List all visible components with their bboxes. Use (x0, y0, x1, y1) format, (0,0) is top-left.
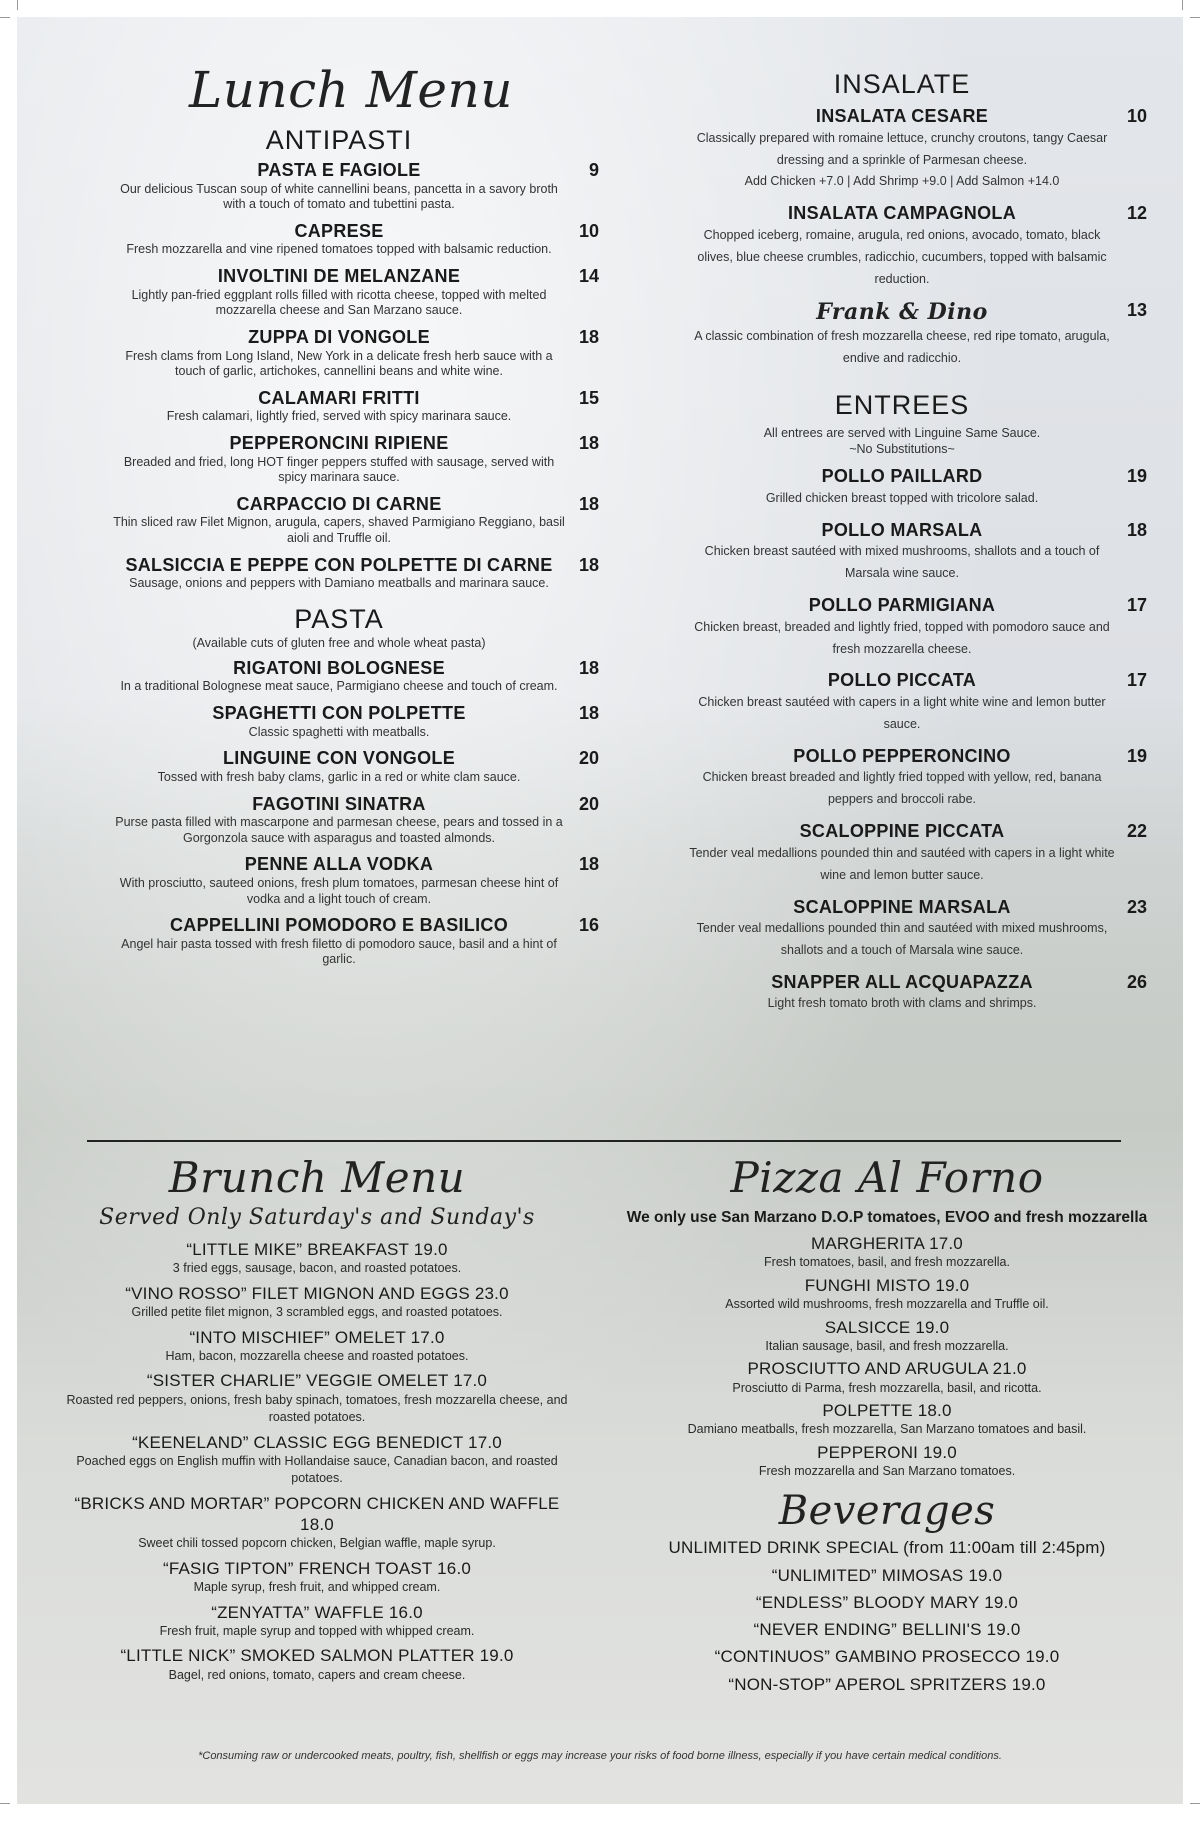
item-description: Fresh fruit, maple syrup and topped with whipped cream. (159, 1623, 475, 1638)
item-description: Poached eggs on English muffin with Hollandaise sauce, Canadian bacon, and roasted potatoes. (76, 1453, 558, 1486)
unlimited-drink-special: UNLIMITED DRINK SPECIAL (from 11:00am till 2:45pm) (668, 1537, 1106, 1557)
beverages-list (617, 1562, 1157, 1698)
item-description: Purse pasta filled with mascarpone and parmesan cheese, pears and tossed in a Gorgonzola sauce with asparagus and toasted almonds. (115, 815, 563, 845)
item-price: 18 (578, 657, 599, 678)
item-name: “INTO MISCHIEF” OMELET 17.0 (189, 1327, 445, 1347)
lunch-left-column (79, 61, 599, 976)
entrees-heading: ENTREES (834, 389, 970, 420)
menu-item (79, 266, 599, 319)
item-description: Ham, bacon, mozzarella cheese and roasted potatoes. (165, 1348, 469, 1363)
item-description: Fresh mozzarella and San Marzano tomatoes. (758, 1464, 1016, 1478)
menu-item (57, 1370, 577, 1426)
item-description: Fresh clams from Long Island, New York in a delicate fresh herb sauce with a touch of garlic, artichokes, cannellini beans and white wine. (125, 348, 553, 379)
item-description: Bagel, red onions, tomato, capers and cream cheese. (168, 1667, 466, 1682)
menu-item (57, 1602, 577, 1641)
lunch-menu-title: Lunch Menu (189, 61, 513, 119)
item-description: Fresh mozzarella and vine ripened tomatoes topped with balsamic reduction. (126, 242, 552, 257)
item-description: Chicken breast, breaded and lightly fried, topped with pomodoro sauce and fresh mozzarella cheese. (694, 619, 1110, 656)
item-description: Prosciutto di Parma, fresh mozzarella, basil, and ricotta. (732, 1380, 1042, 1395)
menu-item (657, 972, 1147, 1015)
item-name: POLLO PEPPERONCINO (793, 745, 1011, 766)
item-price: 13 (1126, 300, 1147, 321)
item-description: Chicken breast sautéed with mixed mushrooms, shallots and a touch of Marsala wine sauce. (704, 544, 1100, 581)
item-description: Angel hair pasta tossed with fresh filetto di pomodoro sauce, basil and a hint of garlic. (121, 936, 557, 967)
item-description: Chicken breast sautéed with capers in a light white wine and lemon butter sauce. (698, 695, 1106, 731)
item-name: “KEENELAND” CLASSIC EGG BENEDICT 17.0 (132, 1432, 502, 1452)
item-price: 16 (578, 915, 599, 936)
item-price: 19 (1126, 745, 1147, 766)
item-name: POLLO PICCATA (827, 670, 977, 691)
item-description: Light fresh tomato broth with clams and shrimps. (767, 996, 1037, 1011)
pasta-note: (Available cuts of gluten free and whole wheat pasta) (192, 635, 486, 650)
item-description: Grilled petite filet mignon, 3 scrambled eggs, and roasted potatoes. (131, 1305, 503, 1319)
item-name: CARPACCIO DI CARNE (236, 493, 442, 514)
item-name: POLLO PARMIGIANA (808, 595, 996, 616)
beverage-item: “UNLIMITED” MIMOSAS 19.0 (771, 1565, 1003, 1585)
item-description: 3 fried eggs, sausage, bacon, and roasted potatoes. (172, 1261, 462, 1276)
menu-item (79, 494, 599, 547)
item-name: “SISTER CHARLIE” VEGGIE OMELET 17.0 (146, 1371, 488, 1391)
item-name: CALAMARI FRITTI (258, 387, 420, 408)
beverage-item: “NEVER ENDING” BELLINI'S 19.0 (753, 1620, 1021, 1640)
item-name: SCALOPPINE MARSALA (793, 896, 1011, 917)
item-price: 15 (578, 387, 599, 408)
item-description: Classically prepared with romaine lettuce, crunchy croutons, tangy Caesar dressing and a sprinkle of Parmesan cheese. (696, 130, 1108, 167)
item-description: Italian sausage, basil, and fresh mozzarella. (765, 1338, 1009, 1353)
section-divider (87, 1140, 1121, 1142)
menu-item (617, 1233, 1157, 1272)
menu-item (79, 658, 599, 695)
menu-item (79, 433, 599, 486)
item-name: PASTA E FAGIOLE (257, 160, 421, 181)
antipasti-heading: ANTIPASTI (265, 125, 413, 155)
brunch-subtitle: Served Only Saturday's and Sunday's (99, 1205, 535, 1230)
item-description: A classic combination of fresh mozzarella cheese, red ripe tomato, arugula, endive and radicchio. (694, 328, 1110, 365)
item-description: With prosciutto, sauteed onions, fresh plum tomatoes, parmesan cheese hint of vodka and a light touch of cream. (119, 875, 559, 906)
lunch-right-column (657, 69, 1147, 1025)
beverage-item: “NON-STOP” APEROL SPRITZERS 19.0 (728, 1674, 1046, 1694)
item-name: INSALATA CESARE (815, 106, 989, 127)
item-name: POLLO PAILLARD (821, 466, 983, 487)
brunch-column (57, 1153, 577, 1689)
item-description: In a traditional Bolognese meat sauce, Parmigiano cheese and touch of cream. (120, 679, 558, 694)
item-description: Roasted red peppers, onions, fresh baby spinach, tomatoes, fresh mozzarella cheese, and roasted potatoes. (66, 1392, 568, 1424)
item-name: PEPPERONCINI RIPIENE (229, 433, 449, 454)
item-name: SALSICCIA E PEPPE CON POLPETTE DI CARNE (125, 554, 553, 575)
menu-item (617, 1317, 1157, 1356)
item-description: Fresh tomatoes, basil, and fresh mozzarella. (764, 1255, 1010, 1270)
menu-item (79, 794, 599, 847)
item-description: Fresh calamari, lightly fried, served with spicy marinara sauce. (166, 409, 512, 424)
item-price: 19 (1126, 466, 1147, 487)
item-price: 10 (578, 220, 599, 241)
item-name: “LITTLE MIKE” BREAKFAST 19.0 (186, 1240, 448, 1259)
item-price: 23 (1126, 896, 1147, 917)
item-description: Tender veal medallions pounded thin and sautéed with capers in a light white wine and lemon butter sauce. (689, 845, 1115, 882)
item-description: Grilled chicken breast topped with tricolore salad. (765, 490, 1039, 505)
menu-item (79, 915, 599, 968)
menu-item (57, 1558, 577, 1597)
item-description: Classic spaghetti with meatballs. (248, 724, 430, 739)
item-name: POLLO MARSALA (821, 519, 983, 540)
brunch-list (57, 1239, 577, 1684)
item-name: LINGUINE CON VONGOLE (222, 748, 455, 769)
item-price: 18 (578, 703, 599, 724)
item-description: Thin sliced raw Filet Mignon, arugula, capers, shaved Parmigiano Reggiano, basil aioli and Truffle oil. (113, 515, 565, 546)
menu-item (57, 1493, 577, 1553)
menu-sheet (17, 17, 1183, 1804)
pizza-subtitle: We only use San Marzano D.O.P tomatoes, EVOO and fresh mozzarella (626, 1209, 1148, 1226)
item-description: Sweet chili tossed popcorn chicken, Belgian waffle, maple syrup. (138, 1536, 496, 1551)
menu-item (657, 203, 1147, 290)
item-description: Assorted wild mushrooms, fresh mozzarella and Truffle oil. (725, 1297, 1049, 1311)
entrees-no-substitutions: ~No Substitutions~ (849, 442, 955, 457)
menu-item (79, 703, 599, 740)
item-description: Tossed with fresh baby clams, garlic in a red or white clam sauce. (157, 769, 521, 784)
item-name: INSALATA CAMPAGNOLA (787, 203, 1016, 224)
menu-item (57, 1645, 577, 1684)
pasta-list (79, 658, 599, 968)
brunch-menu-title: Brunch Menu (168, 1153, 466, 1202)
item-name: MARGHERITA 17.0 (811, 1234, 963, 1253)
crop-mark (0, 1803, 10, 1804)
menu-item (617, 1442, 1157, 1481)
pizza-title: Pizza Al Forno (730, 1153, 1044, 1202)
item-price: 17 (1126, 670, 1147, 691)
crop-mark (1190, 17, 1200, 18)
item-price: 26 (1126, 971, 1147, 992)
item-name: SALSICCE 19.0 (824, 1317, 950, 1337)
item-name: INVOLTINI DE MELANZANE (217, 266, 461, 287)
insalate-heading: INSALATE (833, 69, 971, 99)
menu-item (657, 670, 1147, 735)
item-name: PEPPERONI 19.0 (817, 1442, 957, 1462)
menu-item (657, 520, 1147, 585)
item-name: RIGATONI BOLOGNESE (233, 657, 445, 678)
insalate-list (657, 106, 1147, 369)
menu-item (79, 160, 599, 213)
menu-item (79, 555, 599, 592)
item-name: FUNGHI MISTO 19.0 (804, 1275, 970, 1295)
menu-item (57, 1239, 577, 1278)
entrees-list (657, 466, 1147, 1015)
item-price: 20 (578, 793, 599, 814)
item-description: Chicken breast breaded and lightly fried topped with yellow, red, banana peppers and broccoli rabe. (702, 770, 1102, 807)
health-disclaimer: *Consuming raw or undercooked meats, poultry, fish, shellfish or eggs may increase your risks of food borne illness, especially if you have certain medical conditions. (198, 1750, 1002, 1762)
item-description: Lightly pan-fried eggplant rolls filled with ricotta cheese, topped with melted mozzarella cheese and San Marzano sauce. (131, 287, 547, 318)
item-name: PROSCIUTTO AND ARUGULA 21.0 (747, 1359, 1027, 1379)
item-price: 18 (1126, 519, 1147, 540)
item-description: Breaded and fried, long HOT finger peppers stuffed with sausage, served with spicy marinara sauce. (123, 454, 555, 485)
crop-mark (1182, 0, 1183, 10)
item-name: SCALOPPINE PICCATA (799, 821, 1005, 842)
menu-item (617, 1275, 1157, 1314)
item-price: 22 (1126, 821, 1147, 842)
menu-item (57, 1327, 577, 1366)
crop-mark (1190, 1803, 1200, 1804)
crop-mark (17, 0, 18, 10)
pizza-column (617, 1153, 1157, 1698)
menu-item (79, 748, 599, 785)
menu-item (57, 1283, 577, 1322)
item-price: 12 (1126, 203, 1147, 224)
menu-item (657, 300, 1147, 369)
menu-item (79, 327, 599, 380)
item-name: CAPPELLINI POMODORO E BASILICO (169, 915, 509, 936)
item-description: Sausage, onions and peppers with Damiano meatballs and marinara sauce. (129, 576, 549, 591)
menu-item (617, 1358, 1157, 1397)
item-price: 20 (578, 748, 599, 769)
pizza-list (617, 1233, 1157, 1481)
item-name: “ZENYATTA” WAFFLE 16.0 (211, 1602, 423, 1622)
item-name: Frank & Dino (816, 299, 988, 326)
item-add-ons: Add Chicken +7.0 | Add Shrimp +9.0 | Add Salmon +14.0 (744, 174, 1060, 189)
item-price: 18 (578, 433, 599, 454)
item-description: Damiano meatballs, fresh mozzarella, San Marzano tomatoes and basil. (687, 1422, 1087, 1437)
menu-item (657, 466, 1147, 509)
item-name: “FASIG TIPTON” FRENCH TOAST 16.0 (162, 1558, 472, 1578)
item-price: 17 (1126, 595, 1147, 616)
antipasti-list (79, 160, 599, 592)
menu-item (657, 897, 1147, 962)
pasta-heading: PASTA (294, 603, 384, 634)
item-name: PENNE ALLA VODKA (244, 854, 434, 875)
item-price: 18 (578, 854, 599, 875)
item-name: CAPRESE (294, 220, 384, 241)
item-name: SPAGHETTI CON POLPETTE (212, 703, 466, 724)
item-name: “BRICKS AND MORTAR” POPCORN CHICKEN AND WAFFLE 18.0 (74, 1493, 560, 1534)
item-description: Our delicious Tuscan soup of white cannellini beans, pancetta in a savory broth with a touch of tomato and tubettini pasta. (120, 181, 558, 212)
item-price: 14 (578, 266, 599, 287)
crop-mark (0, 17, 10, 18)
menu-item (657, 821, 1147, 886)
item-name: “LITTLE NICK” SMOKED SALMON PLATTER 19.0 (120, 1646, 514, 1666)
menu-item (657, 746, 1147, 811)
beverage-item: “CONTINUOS” GAMBINO PROSECCO 19.0 (714, 1647, 1060, 1667)
item-price: 18 (578, 326, 599, 347)
item-name: “VINO ROSSO” FILET MIGNON AND EGGS 23.0 (125, 1283, 509, 1303)
menu-item (57, 1432, 577, 1488)
menu-item (657, 106, 1147, 193)
menu-item (79, 854, 599, 907)
item-name: POLPETTE 18.0 (822, 1401, 952, 1420)
item-name: ZUPPA DI VONGOLE (248, 326, 430, 347)
menu-item (657, 595, 1147, 660)
beverages-title: Beverages (778, 1487, 996, 1534)
menu-item (79, 388, 599, 425)
item-description: Chopped iceberg, romaine, arugula, red onions, avocado, tomato, black olives, blue cheese crumbles, radicchio, cucumbers, topped with balsamic reduction. (697, 227, 1107, 286)
item-description: Maple syrup, fresh fruit, and whipped cream. (193, 1580, 441, 1594)
entrees-note: All entrees are served with Linguine Same Sauce. (763, 425, 1041, 440)
item-description: Tender veal medallions pounded thin and sautéed with mixed mushrooms, shallots and a touch of Marsala wine sauce. (696, 921, 1108, 957)
item-price: 18 (578, 554, 599, 575)
item-name: SNAPPER ALL ACQUAPAZZA (771, 971, 1033, 992)
item-name: FAGOTINI SINATRA (252, 793, 426, 814)
item-price: 9 (588, 160, 599, 181)
beverage-item: “ENDLESS” BLOODY MARY 19.0 (755, 1592, 1019, 1612)
menu-item (617, 1400, 1157, 1439)
item-price: 18 (578, 493, 599, 514)
menu-item (79, 221, 599, 258)
item-price: 10 (1126, 106, 1147, 127)
